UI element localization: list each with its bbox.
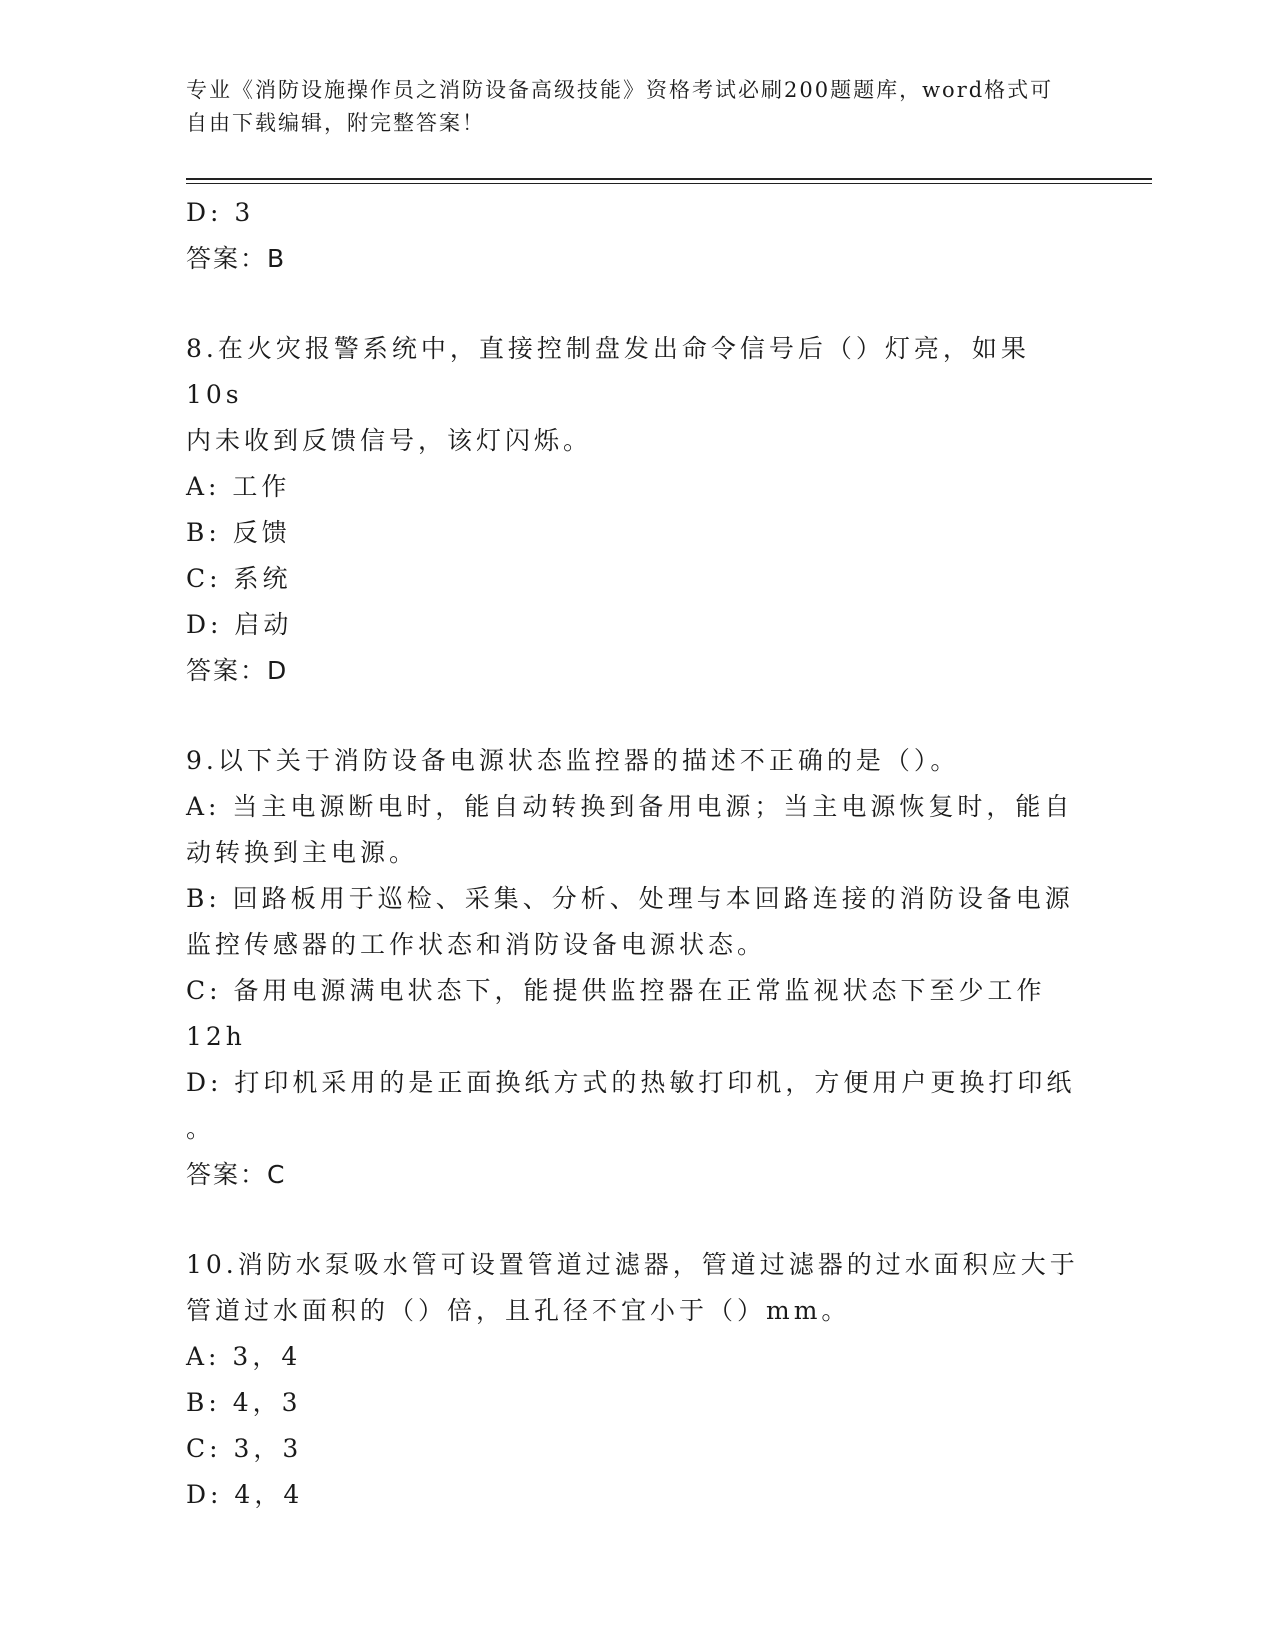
option-d: D: 启动 <box>186 610 293 639</box>
question-list <box>186 190 1086 1518</box>
answer-line: 答案：C <box>186 1160 287 1189</box>
option-d: D: 3 <box>186 198 255 227</box>
header-rule <box>186 178 1152 180</box>
option-d: D: 打印机采用的是正面换纸方式的热敏打印机，方便用户更换打印纸 <box>186 1068 1076 1097</box>
option-b: B: 反馈 <box>186 518 291 547</box>
option-a: A: 3，4 <box>186 1342 302 1371</box>
option-c: C: 3，3 <box>186 1434 303 1463</box>
question-stem: 8.在火灾报警系统中，直接控制盘发出命令信号后（）灯亮，如果10s <box>186 334 1030 409</box>
question-stem: 内未收到反馈信号，该灯闪烁。 <box>186 426 593 455</box>
option-d: D: 4，4 <box>186 1480 304 1509</box>
answer-line: 答案：D <box>186 656 289 685</box>
question-stem: 9.以下关于消防设备电源状态监控器的描述不正确的是（）。 <box>186 746 960 775</box>
answer-line: 答案：B <box>186 244 287 273</box>
option-c-cont: 12h <box>186 1022 246 1051</box>
option-c: C: 备用电源满电状态下，能提供监控器在正常监视状态下至少工作 <box>186 976 1046 1005</box>
option-b: B: 4，3 <box>186 1388 302 1417</box>
option-b-cont: 监控传感器的工作状态和消防设备电源状态。 <box>186 930 767 959</box>
option-d-cont: 。 <box>186 1114 216 1143</box>
page-header: 专业《消防设施操作员之消防设备高级技能》资格考试必刷200题题库，word格式可自由下载编辑，附完整答案！ <box>186 78 1054 135</box>
question-8 <box>186 326 1086 694</box>
option-a-cont: 动转换到主电源。 <box>186 838 419 867</box>
question-stem: 10.消防水泵吸水管可设置管道过滤器，管道过滤器的过水面积应大于 <box>186 1250 1079 1279</box>
option-a: A: 工作 <box>186 472 291 501</box>
question-10 <box>186 1242 1086 1518</box>
option-c: C: 系统 <box>186 564 292 593</box>
question-stem: 管道过水面积的（）倍，且孔径不宜小于（）mm。 <box>186 1296 851 1325</box>
option-b: B: 回路板用于巡检、采集、分析、处理与本回路连接的消防设备电源 <box>186 884 1074 913</box>
question-9 <box>186 738 1086 1198</box>
option-a: A: 当主电源断电时，能自动转换到备用电源；当主电源恢复时，能自 <box>186 792 1074 821</box>
header-rule-thin <box>186 183 1152 184</box>
